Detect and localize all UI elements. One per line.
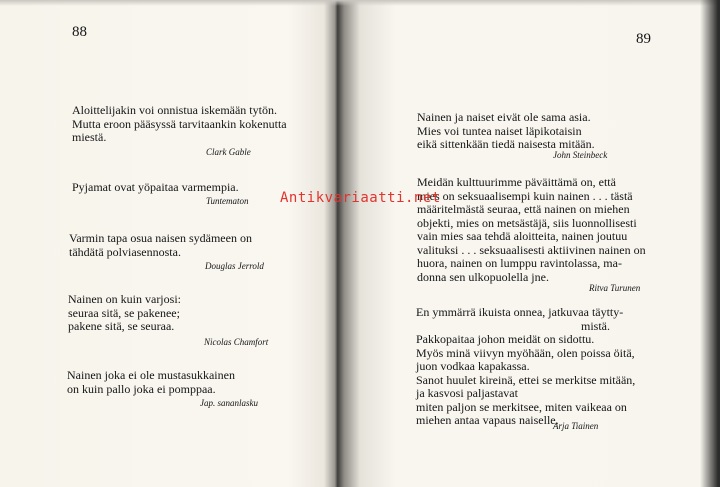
quote-author: Nicolas Chamfort [204,337,269,347]
page-number-left: 88 [72,24,87,40]
quote-text: Meidän kulttuurimme päväittämä on, että mies on seksuaalisempi kuin nainen . . . tästä määritelmästä seuraa, että nainen on miehen objekti, mies on metsästäjä, siis luonnollisesti vain mies saa tehdä aloitteita, nainen joutuu valituksi . . . seksuaalisesti aktiivinen nainen on huora, nainen on lumppu ravintolassa, ma- donna sen ulkopuolella jne. [417,175,646,284]
quote-author: Jap. sananlasku [200,398,258,408]
quote-text: Nainen on kuin varjosi: seuraa sitä, se pakenee; pakene sitä, se seuraa. [68,292,181,333]
page-number-right: 89 [636,31,651,47]
quote-text: En ymmärrä ikuista onnea, jatkuvaa täytty- mistä. Pakkopaitaa johon meidät on sidottu. Myös minä viivyn myöhään, olen poissa öitä, juon vodkaa kapakassa. Sanot huulet kireinä, ettei se merkitse mitään, ja kasvosi paljastavat miten paljon se merkitsee, miten vaikeaa on miehen antaa vapaus naiselle. [416,305,636,427]
quote-text: Varmin tapa osua naisen sydämeen on tähdätä polviasennosta. [69,231,252,259]
quote-author: Arja Tiainen [553,421,599,431]
book-edge-shadow [700,0,720,487]
quote-text: Nainen joka ei ole mustasukkainen on kuin pallo joka ei pomppaa. [67,368,235,396]
quote-author: Tuntematon [206,196,249,206]
quote-author: Ritva Turunen [589,283,641,293]
quote-text: Nainen ja naiset eivät ole sama asia. Mies voi tuntea naiset läpikotaisin eikä sittenkään tiedä naisesta mitään. [417,110,595,151]
right-page [370,0,720,487]
left-page [0,0,330,487]
quote-text: Aloittelijakin voi onnistua iskemään tytön. Mutta eroon pääsyssä tarvitaankin kokenutta miestä. [72,103,287,144]
quote-author: Douglas Jerrold [205,261,264,271]
quote-author: Clark Gable [206,147,251,157]
quote-text: Pyjamat ovat yöpaitaa varmempia. [72,180,239,194]
watermark: Antikvariaatti.net [280,190,441,206]
quote-author: John Steinbeck [553,150,608,160]
